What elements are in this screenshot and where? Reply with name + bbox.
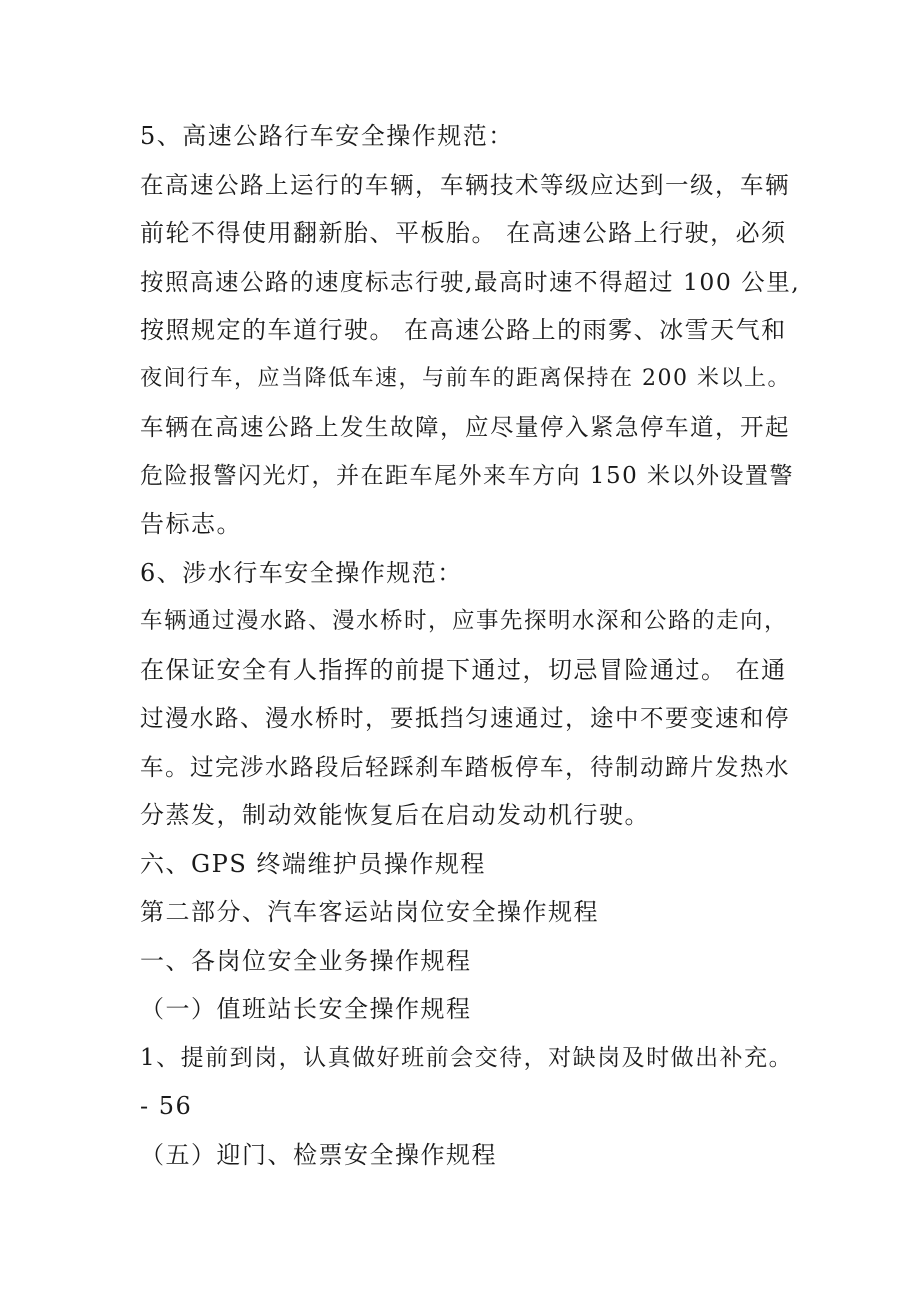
paragraph-line: 车辆在高速公路上发生故障，应尽量停入紧急停车道，开起 bbox=[140, 413, 790, 441]
section-heading-highway: 5、高速公路行车安全操作规范： bbox=[140, 122, 514, 150]
paragraph-line: 前轮不得使用翻新胎、平板胎。 在高速公路上行驶，必须 bbox=[140, 219, 787, 247]
page-number: - 56 bbox=[140, 1092, 193, 1120]
paragraph-line: 车辆通过漫水路、漫水桥时，应事先探明水深和公路的走向， bbox=[140, 608, 789, 634]
paragraph-line: 在保证安全有人指挥的前提下通过，切忌冒险通过。 在通 bbox=[140, 655, 787, 684]
subsection-heading: （一）值班站长安全操作规程 bbox=[140, 995, 472, 1023]
subsection-heading: （五）迎门、检票安全操作规程 bbox=[140, 1140, 497, 1169]
paragraph-line: 过漫水路、漫水桥时，要抵挡匀速通过，途中不要变速和停 bbox=[140, 704, 790, 732]
paragraph-line: 按照规定的车道行驶。 在高速公路上的雨雾、冰雪天气和 bbox=[140, 316, 787, 344]
section-heading: 一、各岗位安全业务操作规程 bbox=[140, 946, 472, 975]
paragraph-line: 车。过完涉水路段后轻踩刹车踏板停车，待制动蹄片发热水 bbox=[140, 752, 790, 781]
paragraph-line: 危险报警闪光灯，并在距车尾外来车方向 150 米以外设置警 bbox=[140, 462, 795, 489]
section-heading-gps: 六、GPS 终端维护员操作规程 bbox=[140, 849, 486, 878]
paragraph-line: 夜间行车，应当降低车速，与前车的距离保持在 200 米以上。 bbox=[140, 365, 791, 391]
document-body bbox=[140, 112, 800, 1179]
paragraph-line: 在高速公路上运行的车辆，车辆技术等级应达到一级，车辆 bbox=[140, 170, 790, 199]
paragraph-line: 告标志。 bbox=[140, 510, 242, 538]
paragraph-line: 1、提前到岗，认真做好班前会交待，对缺岗及时做出补充。 bbox=[140, 1044, 794, 1071]
section-heading-wading: 6、涉水行车安全操作规范： bbox=[140, 558, 463, 587]
part-heading: 第二部分、汽车客运站岗位安全操作规程 bbox=[140, 898, 599, 926]
paragraph-line: 分蒸发，制动效能恢复后在启动发动机行驶。 bbox=[140, 801, 650, 829]
paragraph-line: 按照高速公路的速度标志行驶,最高时速不得超过 100 公里, bbox=[140, 267, 801, 296]
